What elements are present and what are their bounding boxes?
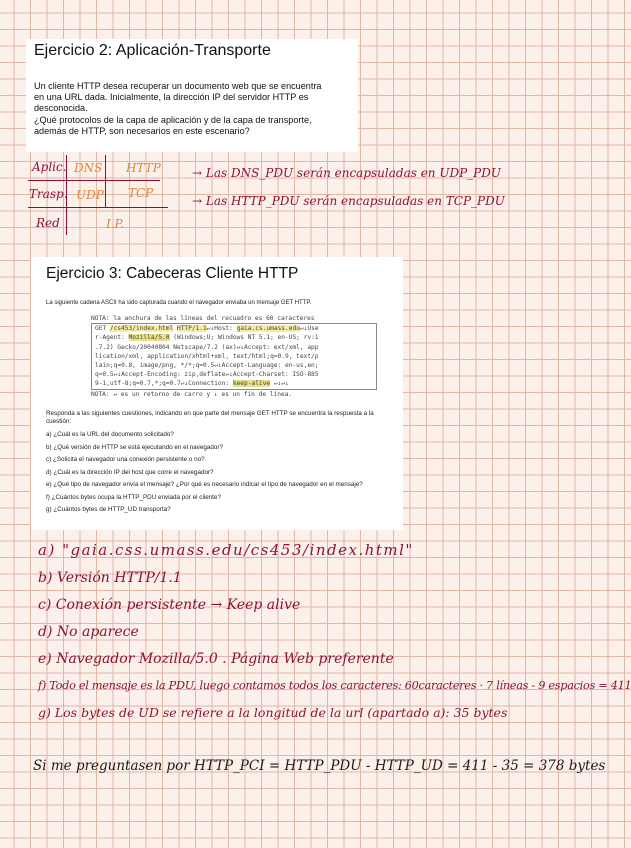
question-d: d) ¿Cuál es la dirección IP del host que corre el navegador? bbox=[46, 468, 214, 476]
code-line: GET /cs453/index.html HTTP/1.1↵↓Host: gaia.cs.umass.edu↵↓Use bbox=[91, 324, 377, 333]
statement-line: Un cliente HTTP desea recuperar un documento web que se encuentra bbox=[34, 81, 322, 91]
host-highlight: gaia.cs.umass.edu bbox=[236, 325, 300, 333]
question-c: c) ¿Solicita el navegador una conexión persistente o no? bbox=[46, 456, 205, 463]
code-line: q=0.5↵↓Accept-Encoding: zip,deflate↵↓Accept-Charset: ISO-885 bbox=[91, 370, 377, 379]
table-divider bbox=[28, 207, 168, 208]
question-a: a) ¿Cuál es la URL del documento solicitado? bbox=[46, 431, 174, 438]
question-e: e) ¿Qué tipo de navegador envía el mensaje? ¿Por qué es necesario indicar el tipo de navegador en el mensaje? bbox=[46, 481, 363, 488]
http-version-highlight: HTTP/1.1 bbox=[176, 325, 207, 333]
keep-alive-highlight: keep-alive bbox=[232, 380, 271, 388]
code-line: lication/xml, application/xhtml+xml, text/html;q=0.9, text/p bbox=[91, 352, 377, 361]
code-line: 9-1,utf-8;q=0.7,*;q=0.7↵↓Connection: keep-alive ↵↓↵↓ bbox=[91, 379, 377, 388]
answer-f: f) Todo el mensaje es la PDU, luego contamos todos los caracteres: 60caracteres · 7 líneas - 9 espacios = 411 bbox=[38, 679, 631, 692]
answer-b: b) Versión HTTP/1.1 bbox=[38, 570, 182, 586]
user-agent-highlight: Mozilla/5.0 bbox=[128, 334, 170, 342]
questions-list bbox=[46, 410, 396, 519]
question-f: f) ¿Cuántos bytes ocupa la HTTP_PDU enviada por el cliente? bbox=[46, 493, 221, 501]
code-line: lain;q=0.8, image/png, */*;q=0.5↵↓Accept-Language: en-us,en; bbox=[91, 361, 377, 370]
udp-cell: UDP bbox=[76, 188, 104, 202]
url-path-highlight: /cs453/index.html bbox=[109, 325, 174, 333]
final-note: Si me preguntasen por HTTP_PCI = HTTP_PDU - HTTP_UD = 411 - 35 = 378 bytes bbox=[33, 758, 606, 774]
exercise-2-title: Ejercicio 2: Aplicación-Transporte bbox=[34, 42, 271, 59]
exercise-3-title: Ejercicio 3: Cabeceras Cliente HTTP bbox=[46, 265, 299, 282]
answer-c: c) Conexión persistente → Keep alive bbox=[38, 597, 301, 613]
statement-line: además de HTTP, son necesarios en este escenario? bbox=[34, 125, 250, 136]
exercise-2-statement bbox=[34, 81, 352, 137]
http-request-capture bbox=[91, 314, 377, 398]
exercise-2-card bbox=[26, 39, 358, 152]
row-label-application: Aplic. bbox=[32, 160, 67, 174]
table-divider bbox=[28, 180, 160, 181]
answer-e: e) Navegador Mozilla/5.0 . Página Web preferente bbox=[38, 651, 394, 667]
exercise-3-intro: La siguiente cadena ASCII ha sido capturada cuando el navegador enviaba un mensaje GET HTTP. bbox=[46, 300, 312, 306]
statement-line: ¿Qué protocolos de la capa de aplicación y de la capa de transporte, bbox=[34, 114, 312, 125]
row-label-network: Red bbox=[36, 216, 60, 230]
statement-line: desconocida. bbox=[34, 103, 88, 114]
http-cell: HTTP bbox=[126, 161, 161, 175]
code-note: NOTA: ↵ es un retorno de carro y ↓ es un fin de línea. bbox=[91, 389, 377, 399]
answer-d: d) No aparece bbox=[38, 624, 139, 640]
note-dns-udp: → Las DNS_PDU serán encapsuladas en UDP_PDU bbox=[192, 166, 501, 180]
row-label-transport: Trasp. bbox=[29, 187, 68, 201]
ip-cell: I.P. bbox=[106, 217, 125, 231]
statement-line: en una URL dada. Inicialmente, la dirección IP del servidor HTTP es bbox=[34, 92, 309, 103]
note-http-tcp: → Las HTTP_PDU serán encapsuladas en TCP_PDU bbox=[192, 194, 505, 208]
tcp-cell: TCP bbox=[128, 186, 154, 200]
answer-a: a) "gaia.css.umass.edu/cs453/index.html" bbox=[38, 541, 414, 559]
questions-lead: Responda a las siguientes cuestiones, indicando en que parte del mensaje GET HTTP se encuentra la respuesta a la cuestión: bbox=[46, 410, 374, 425]
dns-cell: DNS bbox=[74, 161, 103, 175]
exercise-3-card bbox=[31, 257, 403, 530]
answer-g: g) Los bytes de UD se refiere a la longitud de la url (apartado a): 35 bytes bbox=[38, 705, 508, 720]
code-line: r-Agent: Mozilla/5.0 (Windows;U; Windows NT 5.1; en-US; rv:1 bbox=[91, 333, 377, 342]
question-g: g) ¿Cuántos bytes de HTTP_UD transporta? bbox=[46, 506, 171, 513]
question-b: b) ¿Qué versión de HTTP se está ejecutando en el navegador? bbox=[46, 443, 224, 451]
code-note: NOTA: la anchura de las líneas del recuadro es 60 caracteres bbox=[91, 314, 377, 324]
code-line: .7.2) Gecko/20040804 Netscape/7.2 (ax)↵↓Accept: ext/xml, app bbox=[91, 343, 377, 352]
